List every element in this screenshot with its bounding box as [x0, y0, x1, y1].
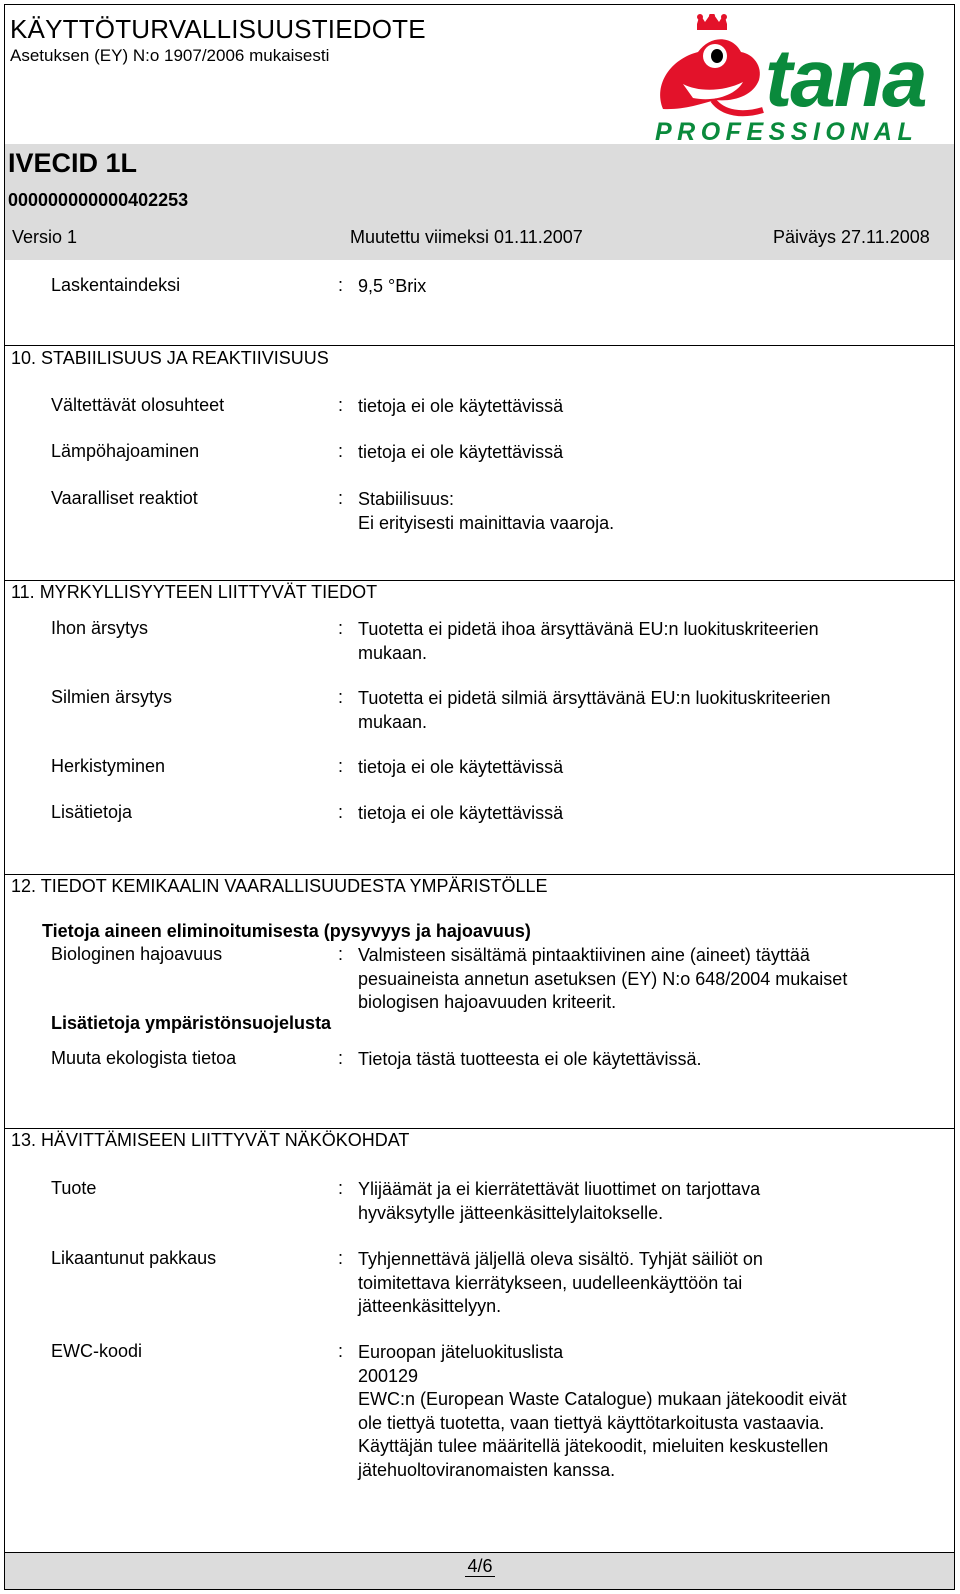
section-11-heading: 11. MYRKYLLISYYTEEN LIITTYVÄT TIEDOT	[11, 582, 378, 602]
field-label: Laskentaindeksi	[51, 275, 181, 295]
product-code: 000000000000402253	[8, 190, 189, 210]
logo-wordmark: tana	[765, 33, 926, 124]
field-label: Tuote	[51, 1178, 97, 1198]
field-value: Tietoja tästä tuotteesta ei ole käytettävissä.	[358, 1049, 702, 1069]
field-label: Muuta ekologista tietoa	[51, 1048, 237, 1068]
field-value: tietoja ei ole käytettävissä	[358, 757, 564, 777]
product-name: IVECID 1L	[8, 148, 138, 178]
colon: :	[338, 441, 344, 461]
field-value: Tyhjennettävä jäljellä oleva sisältö. Tyhjät säiliöt on toimitettava kierrätykseen, uudelleenkäyttöön tai jätteenkäsittelyyn.	[358, 1249, 763, 1316]
field-label: Vaaralliset reaktiot	[51, 488, 198, 508]
section-12-heading: 12. TIEDOT KEMIKAALIN VAARALLISUUDESTA YMPÄRISTÖLLE	[11, 876, 548, 896]
field-label: Vältettävät olosuhteet	[51, 395, 225, 415]
document-title: KÄYTTÖTURVALLISUUSTIEDOTE	[10, 14, 426, 44]
field-value: Ylijäämät ja ei kierrätettävät liuottimet on tarjottava hyväksytylle jätteenkäsittelylaitokselle.	[358, 1179, 761, 1223]
field-value: 9,5 °Brix	[358, 276, 427, 296]
logo-subtitle: PROFESSIONAL	[655, 118, 919, 144]
colon: :	[338, 802, 344, 822]
modified-date: Muutettu viimeksi 01.11.2007	[350, 227, 583, 247]
section-divider	[5, 345, 954, 346]
colon: :	[338, 1248, 344, 1268]
colon: :	[338, 944, 344, 964]
field-value: tietoja ei ole käytettävissä	[358, 803, 564, 823]
colon: :	[338, 618, 344, 638]
subheading: Tietoja aineen eliminoitumisesta (pysyvyys ja hajoavuus)	[42, 921, 531, 941]
subheading: Lisätietoja ympäristönsuojelusta	[51, 1013, 332, 1033]
section-divider	[5, 1128, 954, 1129]
issue-date: Päiväys 27.11.2008	[773, 227, 930, 247]
section-13-heading: 13. HÄVITTÄMISEEN LIITTYVÄT NÄKÖKOHDAT	[11, 1130, 410, 1150]
field-value: tietoja ei ole käytettävissä	[358, 396, 564, 416]
colon: :	[338, 395, 344, 415]
field-label: Lisätietoja	[51, 802, 133, 822]
field-label: Likaantunut pakkaus	[51, 1248, 217, 1268]
field-value: Valmisteen sisältämä pintaaktiivinen aine (aineet) täyttää pesuaineista annetun asetuksen (EY) N:o 648/2004 mukaiset biologisen hajoavuuden kriteerit.	[358, 945, 848, 1012]
section-divider	[5, 580, 954, 581]
crowned-frog-logo	[653, 14, 953, 144]
field-label: Ihon ärsytys	[51, 618, 149, 638]
colon: :	[338, 275, 344, 295]
colon: :	[338, 1178, 344, 1198]
version: Versio 1	[12, 227, 78, 247]
field-value: Tuotetta ei pidetä silmiä ärsyttävänä EU:n luokituskriteerien mukaan.	[358, 688, 831, 732]
field-value: tietoja ei ole käytettävissä	[358, 442, 564, 462]
colon: :	[338, 488, 344, 508]
field-label: Biologinen hajoavuus	[51, 944, 223, 964]
colon: :	[338, 687, 344, 707]
colon: :	[338, 1341, 344, 1361]
field-value: Tuotetta ei pidetä ihoa ärsyttävänä EU:n luokituskriteerien mukaan.	[358, 619, 819, 663]
field-label: Silmien ärsytys	[51, 687, 173, 707]
page-number: 4/6	[467, 1556, 493, 1576]
section-10-heading: 10. STABIILISUUS JA REAKTIIVISUUS	[11, 348, 329, 368]
field-value: Euroopan jäteluokituslista 200129 EWC:n (European Waste Catalogue) mukaan jätekoodit eivät ole tiettyä tuotetta, vaan tiettyä käyttötarkoitusta vastaavia. Käyttäjän tulee määritellä jätekoodit, mieluiten keskustellen jätehuoltoviranomaisten kanssa.	[358, 1342, 847, 1480]
field-label: EWC-koodi	[51, 1341, 143, 1361]
field-value: Stabiilisuus: Ei erityisesti mainittavia vaaroja.	[358, 489, 615, 533]
section-divider	[5, 874, 954, 875]
field-label: Herkistyminen	[51, 756, 166, 776]
colon: :	[338, 756, 344, 776]
colon: :	[338, 1048, 344, 1068]
document-subtitle: Asetuksen (EY) N:o 1907/2006 mukaisesti	[10, 46, 330, 65]
field-label: Lämpöhajoaminen	[51, 441, 200, 461]
